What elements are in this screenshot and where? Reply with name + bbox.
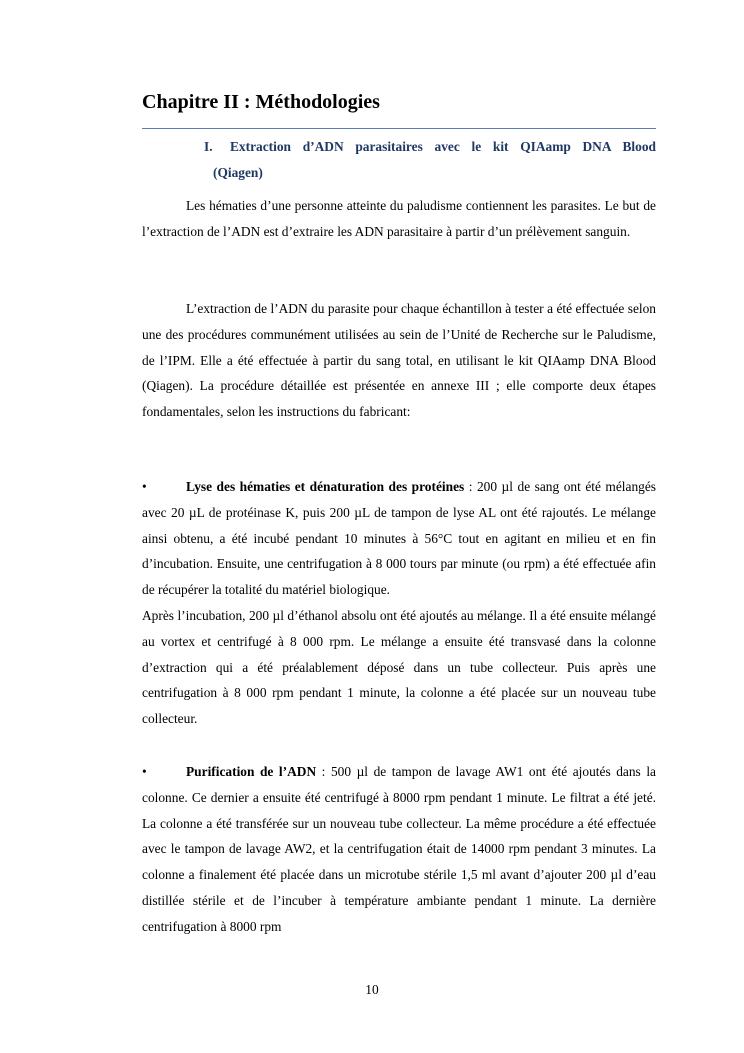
bullet-label-purification: Purification de l’ADN [186, 764, 317, 779]
chapter-title: Chapitre II : Méthodologies [142, 91, 380, 113]
bullet-symbol: • [142, 764, 147, 779]
heading-divider [142, 128, 656, 129]
section-title-line2: (Qiagen) [213, 164, 263, 180]
bullet-text-purification: : 500 µl de tampon de lavage AW1 ont été ajoutés dans la colonne. Ce dernier a ensuite été centrifugé à 8000 rpm pendant 1 minute. Le filtrat a été jeté. La colonne a été transférée sur un nouveau tube collecteur. La même procédure a été effectuée avec le tampon de lavage AW2, et la centrifugation était de 14000 rpm pendant 3 minutes. La colonne a finalement été placée dans un microtube stérile 1,5 ml avant d’ajouter 200 µl d’eau distillée stérile et de l’incuber à température ambiante pendant 1 minute. La dernière centrifugation à 8000 rpm [142, 764, 656, 934]
bullet-symbol: • [142, 479, 147, 494]
bullet-lysis [142, 474, 656, 732]
section-title-line1: Extraction d’ADN parasitaires avec le kit QIAamp DNA Blood [230, 139, 656, 154]
paragraph-procedure: L’extraction de l’ADN du parasite pour chaque échantillon à tester a été effectuée selon une des procédures communément utilisées au sein de l’Unité de Recherche sur le Paludisme, de l’IPM. Elle a été effectuée à partir du sang total, en utilisant le kit QIAamp DNA Blood (Qiagen). La procédure détaillée est présentée en annexe III ; elle comporte deux étapes fondamentales, selon les instructions du fabricant: [142, 301, 656, 420]
paragraph-intro: Les hématies d’une personne atteinte du paludisme contiennent les parasites. Le but de l’extraction de l’ADN est d’extraire les ADN parasitaire à partir d’un prélèvement sanguin. [142, 198, 656, 239]
bullet-continuation-lysis: Après l’incubation, 200 µl d’éthanol absolu ont été ajoutés au mélange. Il a été ensuite mélangé au vortex et centrifugé à 8 000 rpm. Le mélange a ensuite été transvasé dans la colonne d’extraction qui a été préalablement déposé dans un tube collecteur. Puis après une centrifugation à 8 000 rpm pendant 1 minute, la colonne a été placée sur un nouveau tube collecteur. [142, 607, 656, 727]
page-number: 10 [365, 982, 379, 997]
section-heading [204, 134, 656, 185]
section-number: I. [204, 139, 213, 154]
bullet-text-lysis: : 200 µl de sang ont été mélangés avec 20 µL de protéinase K, puis 200 µL de tampon de lyse AL ont été rajoutés. Le mélange ainsi obtenu, a été incubé pendant 10 minutes à 56°C tout en agitant en milieu et en fin d’incubation. Ensuite, une centrifugation à 8 000 tours par minute (ou rpm) a été effectuée afin de récupérer la totalité du matériel biologique. [142, 479, 656, 598]
bullet-label-lysis: Lyse des hématies et dénaturation des protéines [186, 479, 465, 494]
bullet-purification [142, 759, 656, 940]
